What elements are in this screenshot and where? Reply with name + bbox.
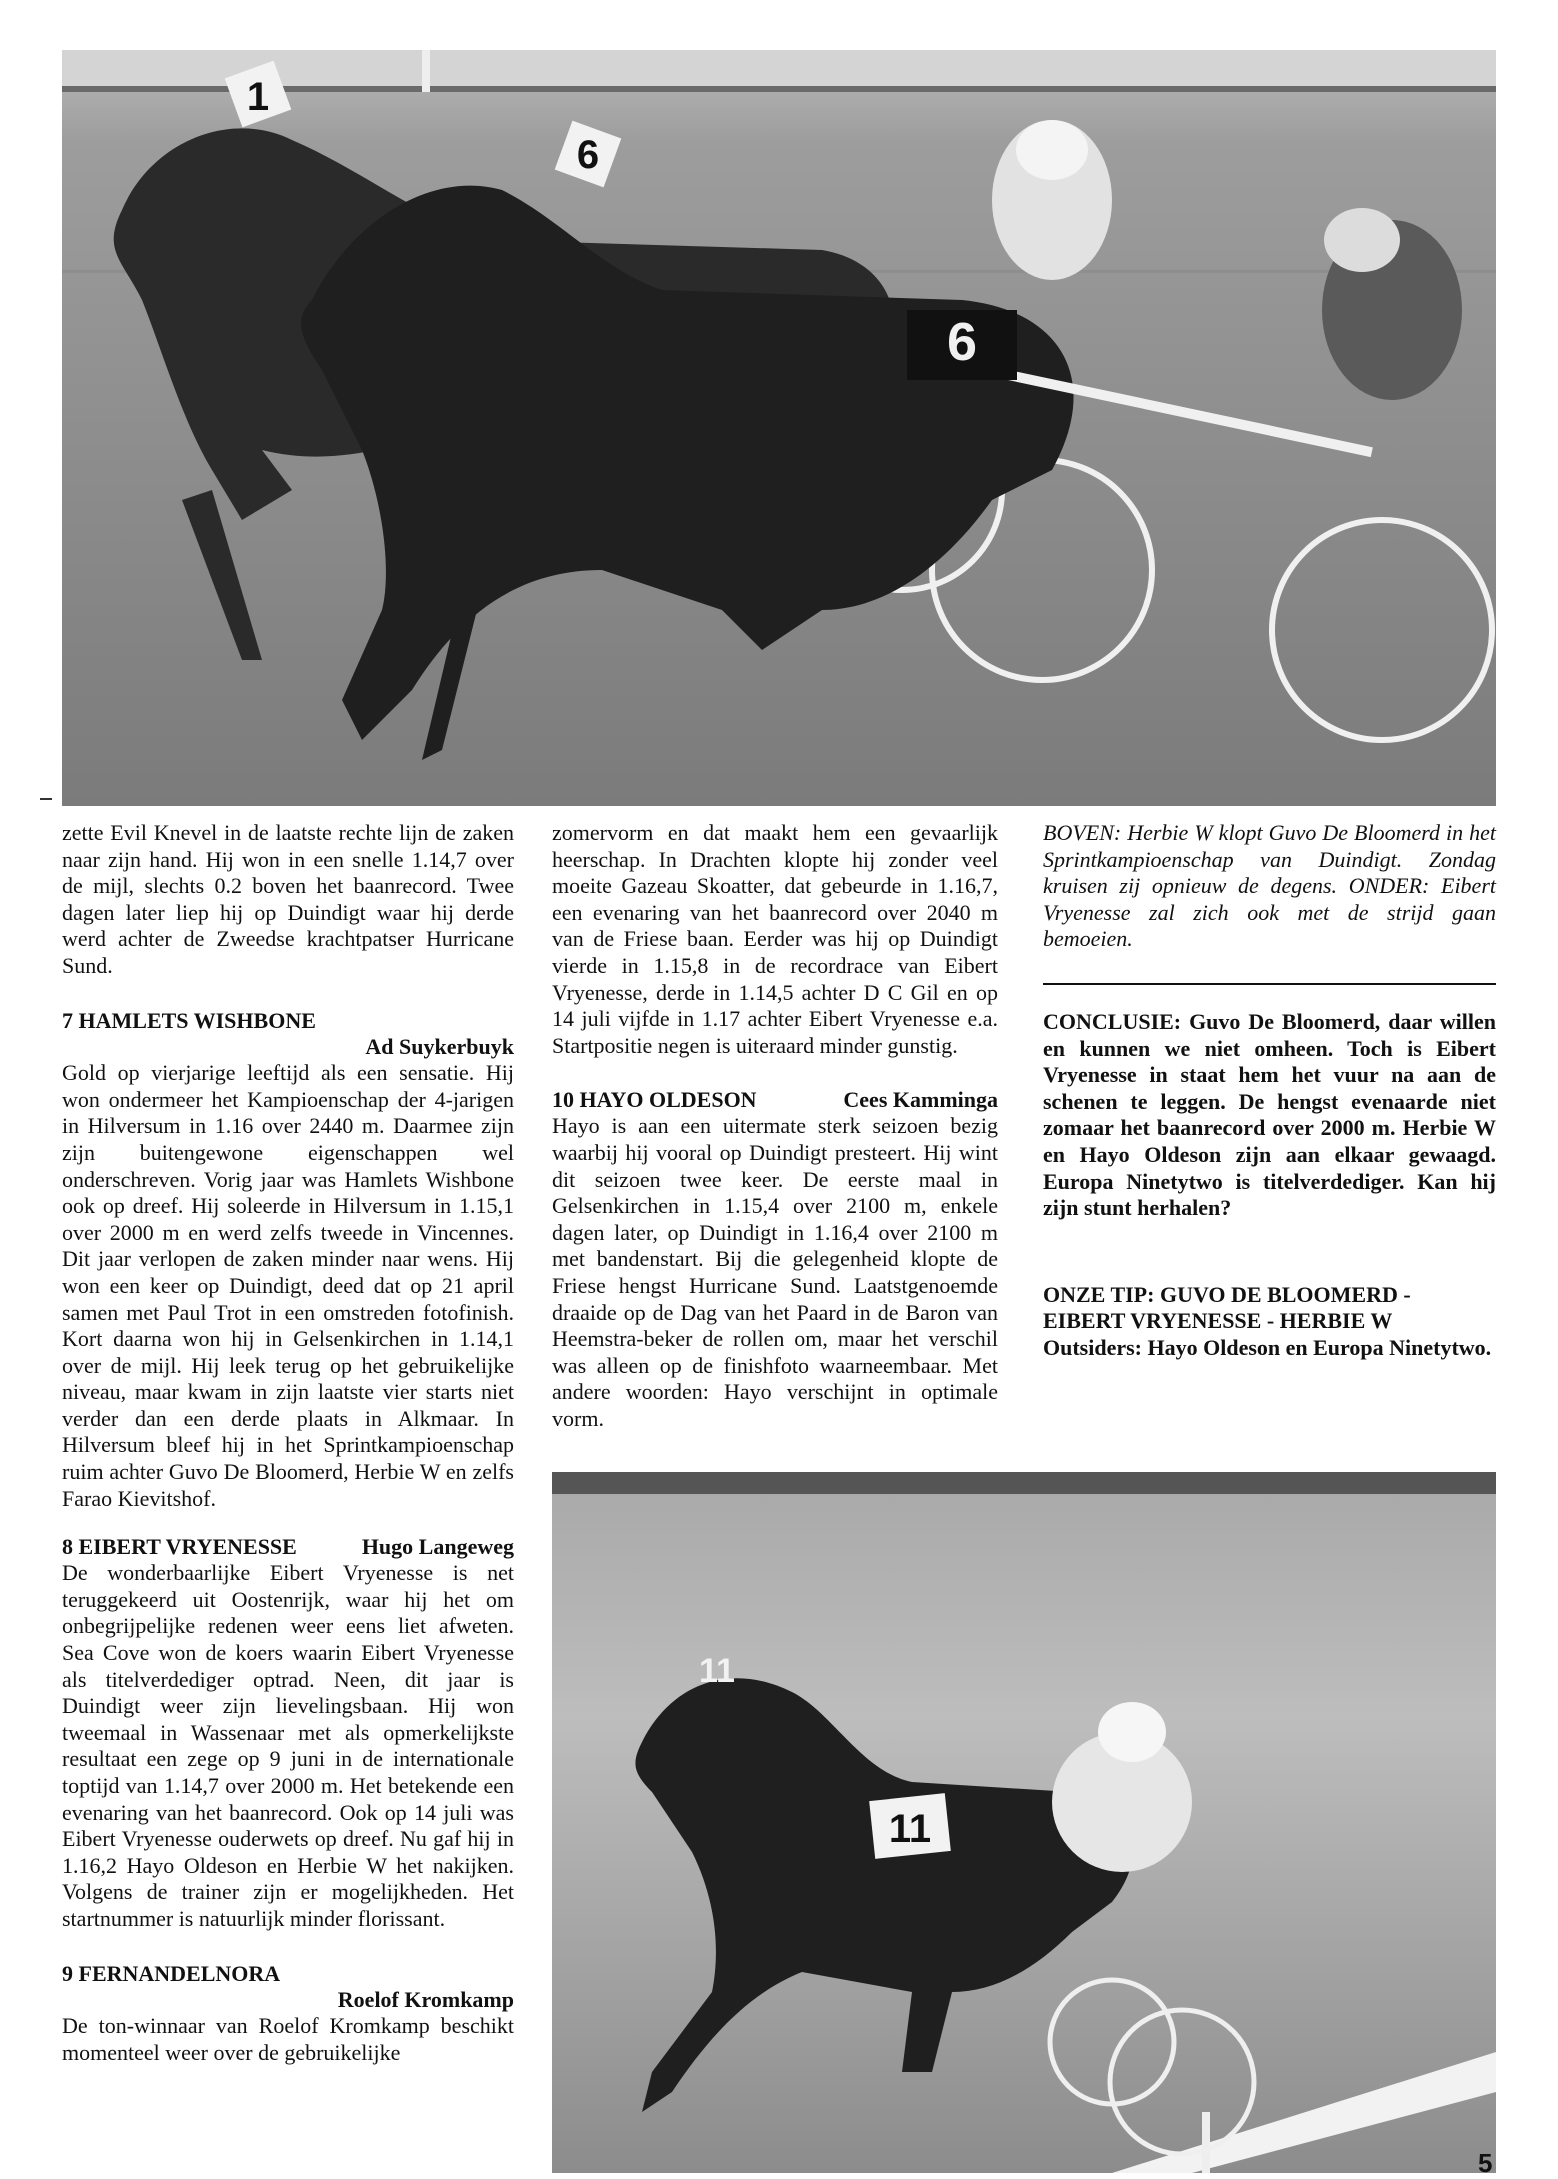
author-cees-kamminga: Cees Kamminga xyxy=(843,1087,998,1113)
saddle-number-top-center: 6 xyxy=(576,133,600,177)
tip-block xyxy=(1043,1282,1496,1362)
eibert-vryenesse-paragraph: De wonderbaarlijke Eibert Vryenesse is net teruggekeerd uit Oostenrijk, waar hij het om onbegrijpelijke redenen weer eens liet afweten. Sea Cove won de koers waarin Eibert Vryenesse als titelverdediger optrad. Neen, dit jaar is Duindigt weer zijn lievelingsbaan. Hij won tweemaal in Wassenaar met als opmerkelijkste resultaat een zege op 9 juni in de internationale toptijd van 1.14,7 over 2000 m. Het betekende een evenaring van het baanrecord. Ook op 14 juli was Eibert Vryenesse ouderwets op dreef. Nu gaf hij in 1.16,2 Hayo Oldeson en Herbie W het nakijken. Volgens de trainer zijn er mogelijkheden. Het startnummer is natuurlijk minder florissant. xyxy=(62,1560,514,1931)
author-roelof-kromkamp: Roelof Kromkamp xyxy=(337,1986,514,2012)
conclusion-paragraph: CONCLUSIE: Guvo De Bloomerd, daar willen en kunnen we niet omheen. Toch is Eibert Vryenesse in staat hem het vuur na aan de schenen te leggen. De hengst evenaarde niet zomaar het baanrecord over 2000 m. Herbie W en Hayo Oldeson zijn aan elkaar gewaagd. Europa Ninetytwo is titelverdediger. Kan hij zijn stunt herhalen? xyxy=(1043,1008,1496,1221)
scan-mark xyxy=(40,798,52,800)
tip-line-2: EIBERT VRYENESSE - HERBIE W xyxy=(1043,1308,1393,1334)
saddle-number-top-right: 6 xyxy=(946,312,978,372)
heading-eibert-vryenesse: 8 EIBERT VRYENESSE xyxy=(62,1534,297,1560)
col1-intro-paragraph: zette Evil Knevel in de laatste rechte lijn de zaken naar zijn hand. Hij won in een snelle 1.14,7 over de mijl, slechts 0.2 boven het baanrecord. Twee dagen later liep hij op Duindigt waar hij derde werd achter de Zweedse krachtpatser Hurricane Sund. xyxy=(62,820,514,978)
heading-hayo-oldeson: 10 HAYO OLDESON xyxy=(552,1087,757,1113)
photo-top-race xyxy=(62,50,1496,806)
photo-caption: BOVEN: Herbie W klopt Guvo De Bloomerd in het Sprintkampioenschap van Duindigt. Zondag kruisen zij opnieuw de degens. ONDER: Eibert Vryenesse zal zich ook met de strijd gaan bemoeien. xyxy=(1043,820,1496,952)
photo-bottom-illustration xyxy=(552,1472,1496,2173)
saddle-number-bottom: 11 xyxy=(888,1807,932,1851)
hamlets-wishbone-paragraph: Gold op vierjarige leeftijd als een sensatie. Hij won ondermeer het Kampioenschap der 4-jarigen in Hilversum in 1.16 over 2440 m. Daarmee zijn zijn buitengewone eigenschappen wel onderschreven. Vorig jaar was Hamlets Wishbone ook op dreef. Hij soleerde in Hilversum in 1.15,1 over 2000 m en werd zelfs tweede in Vincennes. Dit jaar verlopen de zaken minder naar wens. Hij won een keer op Duindigt, deed dat op 21 april samen met Paul Trot in een omstreden fotofinish. Kort daarna won hij in Gelsenkirchen in 1.14,1 over de mijl. Hij leek terug op het gebruikelijke niveau, maar kwam in zijn laatste vier starts niet verder dan een derde plaats in Alkmaar. In Hilversum bleef hij in het Sprintkampioenschap ruim achter Guvo De Bloomerd, Herbie W en zelfs Farao Kievitshof. xyxy=(62,1060,514,1511)
column-right xyxy=(1043,820,1496,1362)
divider-rule xyxy=(1043,983,1496,985)
column-left xyxy=(62,820,514,2066)
heading-hamlets-wishbone: 7 HAMLETS WISHBONE xyxy=(62,1007,316,1033)
col2-intro-paragraph: zomervorm en dat maakt hem een gevaarlijk heerschap. In Drachten klopte hij zonder veel moeite Gazeau Skoatter, dat gebeurde in 1.16,7, een evenaring van het baanrecord over 2040 m van de Friese baan. Eerder was hij op Duindigt vierde in 1.15,8 in de recordrace van Eibert Vryenesse, derde in 1.14,5 achter D C Gil en op 14 juli vijfde in 1.17 achter Eibert Vryenesse e.a. Startpositie negen is uiteraard minder gunstig. xyxy=(552,820,998,1058)
head-number-bottom: 11 xyxy=(699,1652,735,1690)
tip-line-1: ONZE TIP: GUVO DE BLOOMERD - xyxy=(1043,1281,1411,1307)
page-number: 5 xyxy=(1478,2148,1493,2178)
saddle-number-top-left: 1 xyxy=(246,75,270,119)
fernandelnora-paragraph: De ton-winnaar van Roelof Kromkamp beschikt momenteel weer over de gebruikelijke xyxy=(62,2013,514,2065)
author-ad-suykerbuyk: Ad Suykerbuyk xyxy=(365,1033,514,1059)
author-hugo-langeweg: Hugo Langeweg xyxy=(361,1534,514,1560)
column-middle xyxy=(552,820,998,1432)
hayo-oldeson-paragraph: Hayo is aan een uitermate sterk seizoen bezig waarbij hij vooral op Duindigt presteert. Hij wint dit seizoen twee keer. De eerste maal in Gelsenkirchen in 1.15,4 over 2100 m, enkele dagen later, op Duindigt in 1.16,4 over 2100 m met bandenstart. Bij die gelegenheid klopte de Friese hengst Hurricane Sund. Laatstgenoemde draaide op de Dag van het Paard in de Baron van Heemstra-beker de rollen om, maar het verschil was alleen op de finishfoto waarneembaar. Met andere woorden: Hayo verschijnt in optimale vorm. xyxy=(552,1113,998,1431)
heading-fernandelnora: 9 FERNANDELNORA xyxy=(62,1960,281,1986)
tip-outsiders: Outsiders: Hayo Oldeson en Europa Ninetytwo. xyxy=(1043,1334,1492,1360)
heading-row-hayo-oldeson xyxy=(552,1087,998,1113)
photo-top-illustration xyxy=(62,50,1496,806)
photo-bottom-race xyxy=(552,1472,1496,2173)
heading-row-eibert-vryenesse xyxy=(62,1534,514,1560)
